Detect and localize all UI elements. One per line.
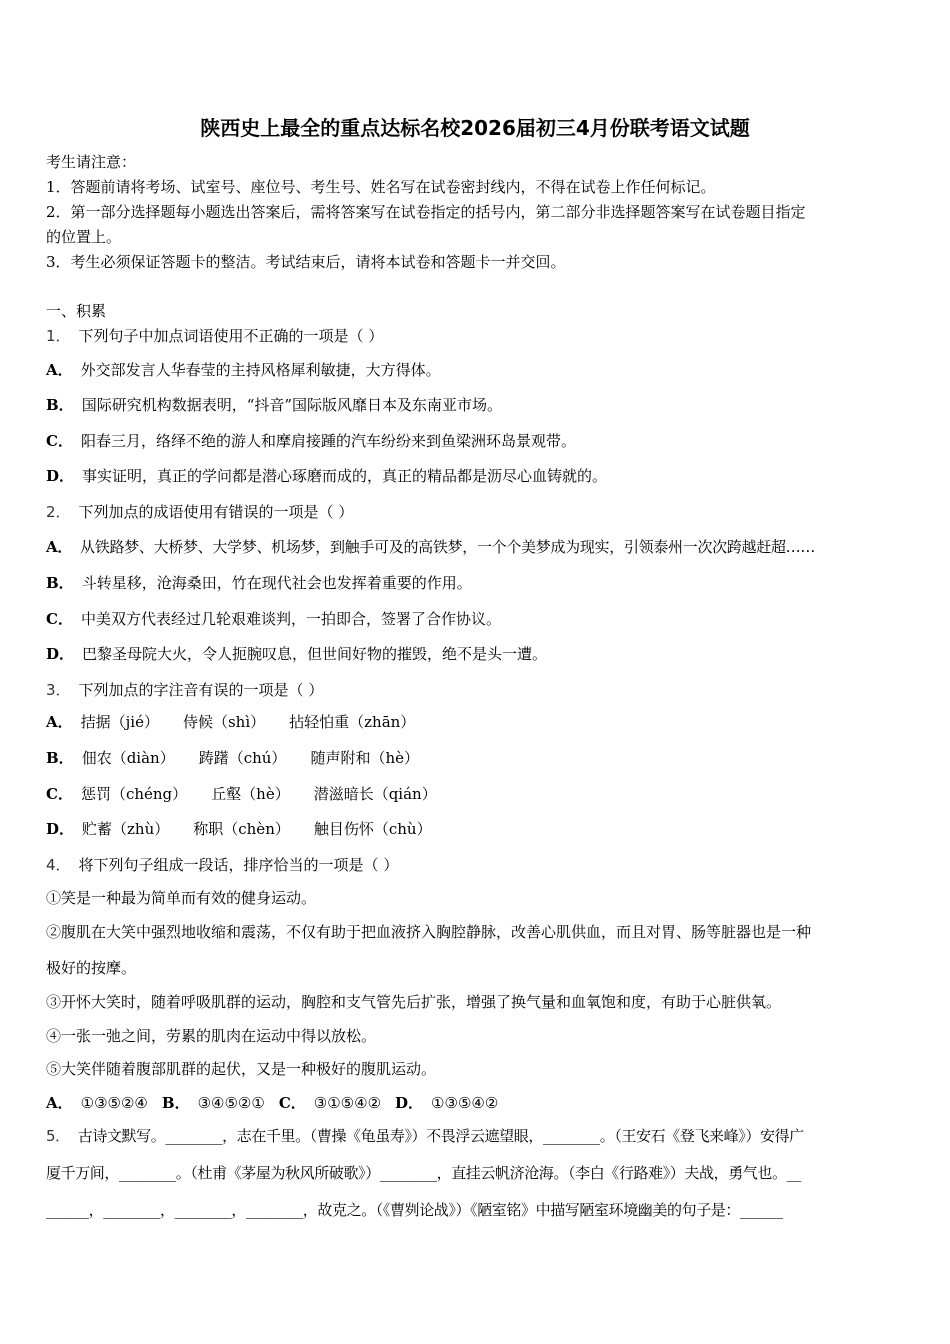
q4-choices: A． ①③⑤②④ B． ③④⑤②① C． ③①⑤④② D． ①③⑤④② xyxy=(46,1094,499,1112)
q1-option-b: B． 国际研究机构数据表明，“抖音”国际版风靡日本及东南亚市场。 xyxy=(46,396,503,414)
question-number: 4． xyxy=(46,856,71,874)
question-3 xyxy=(46,681,908,699)
notice-item-1: 1．答题前请将考场、试室号、座位号、考生号、姓名写在试卷密封线内，不得在试卷上作任何标记。 xyxy=(46,178,716,196)
notice-item-2: 2．第一部分选择题每小题选出答案后，需将答案写在试卷指定的括号内，第二部分非选择题答案写在试卷题目指定 xyxy=(46,203,806,221)
question-number: 1． xyxy=(46,327,71,345)
question-5 xyxy=(46,1127,908,1145)
q4-sentence-4: ④一张一弛之间，劳累的肌肉在运动中得以放松。 xyxy=(46,1027,377,1045)
q4-sentence-5: ⑤大笑伴随着腹部肌群的起伏，又是一种极好的腹肌运动。 xyxy=(46,1060,437,1078)
q2-option-d: D． 巴黎圣母院大火，令人扼腕叹息，但世间好物的摧毁，绝不是头一遭。 xyxy=(46,645,548,663)
question-number: 2． xyxy=(46,503,71,521)
page-title: 陕西史上最全的重点达标名校2026届初三4月份联考语文试题 xyxy=(200,116,750,140)
q4-sentence-2: ②腹肌在大笑中强烈地收缩和震荡，不仅有助于把血液挤入胸腔静脉，改善心肌供血，而且对胃、肠等脏器也是一种 xyxy=(46,923,812,941)
question-stem: 将下列句子组成一段话，排序恰当的一项是（ ） xyxy=(78,856,399,874)
q5-line-2: 厦千万间，________。（杜甫《茅屋为秋风所破歌》）________，直挂云帆济沧海。（李白《行路难》）夫战，勇气也。__ xyxy=(46,1164,801,1182)
q3-option-d: D． 贮蓄（zhù） 称职（chèn） 触目伤怀（chù） xyxy=(46,820,432,838)
q3-option-b: B． 佃农（diàn） 踌躇（chú） 随声附和（hè） xyxy=(46,749,419,767)
q5-line-3: ______，________，________，________，故克之。（《曹刿论战》）《陋室铭》中描写陋室环境幽美的句子是：______ xyxy=(46,1201,783,1219)
q2-option-c: C． 中美双方代表经过几轮艰难谈判，一拍即合，签署了合作协议。 xyxy=(46,610,501,628)
notice-item-2-cont: 的位置上。 xyxy=(46,228,122,246)
q4-sentence-2-cont: 极好的按摩。 xyxy=(46,959,137,977)
q3-option-a: A． 拮据（jié） 侍候（shì） 拈轻怕重（zhān） xyxy=(46,713,416,731)
q1-option-c: C． 阳春三月，络绎不绝的游人和摩肩接踵的汽车纷纷来到鱼梁洲环岛景观带。 xyxy=(46,432,576,450)
q1-option-a: A． 外交部发言人华春莹的主持风格犀利敏捷，大方得体。 xyxy=(46,361,441,379)
q2-option-a: A． 从铁路梦、大桥梦、大学梦、机场梦，到触手可及的高铁梦，一个个美梦成为现实，引领泰州一次次跨越赶超…… xyxy=(46,538,816,556)
notice-heading: 考生请注意： xyxy=(46,153,137,171)
q4-sentence-3: ③开怀大笑时，随着呼吸肌群的运动，胸腔和支气管先后扩张，增强了换气量和血氧饱和度，有助于心脏供氧。 xyxy=(46,993,782,1011)
question-number: 3． xyxy=(46,681,71,699)
question-1 xyxy=(46,327,908,345)
notice-item-3: 3．考生必须保证答题卡的整洁。考试结束后，请将本试卷和答题卡一并交回。 xyxy=(46,253,566,271)
question-stem: 下列句子中加点词语使用不正确的一项是（ ） xyxy=(78,327,384,345)
question-2 xyxy=(46,503,908,521)
question-number: 5． xyxy=(46,1127,70,1145)
question-stem: 下列加点的字注音有误的一项是（ ） xyxy=(78,681,324,699)
q3-option-c: C． 惩罚（chéng） 丘壑（hè） 潜滋暗长（qián） xyxy=(46,785,437,803)
q5-line-1: 古诗文默写。________，志在千里。（曹操《龟虽寿》）不畏浮云遮望眼，________。（王安石《登飞来峰》）安得广 xyxy=(77,1127,804,1145)
q2-option-b: B． 斗转星移，沧海桑田，竹在现代社会也发挥着重要的作用。 xyxy=(46,574,472,592)
q1-option-d: D． 事实证明，真正的学问都是潜心琢磨而成的，真正的精品都是沥尽心血铸就的。 xyxy=(46,467,608,485)
question-4 xyxy=(46,856,908,874)
question-stem: 下列加点的成语使用有错误的一项是（ ） xyxy=(78,503,354,521)
section-heading: 一、积累 xyxy=(46,302,107,320)
q4-sentence-1: ①笑是一种最为简单而有效的健身运动。 xyxy=(46,889,317,907)
